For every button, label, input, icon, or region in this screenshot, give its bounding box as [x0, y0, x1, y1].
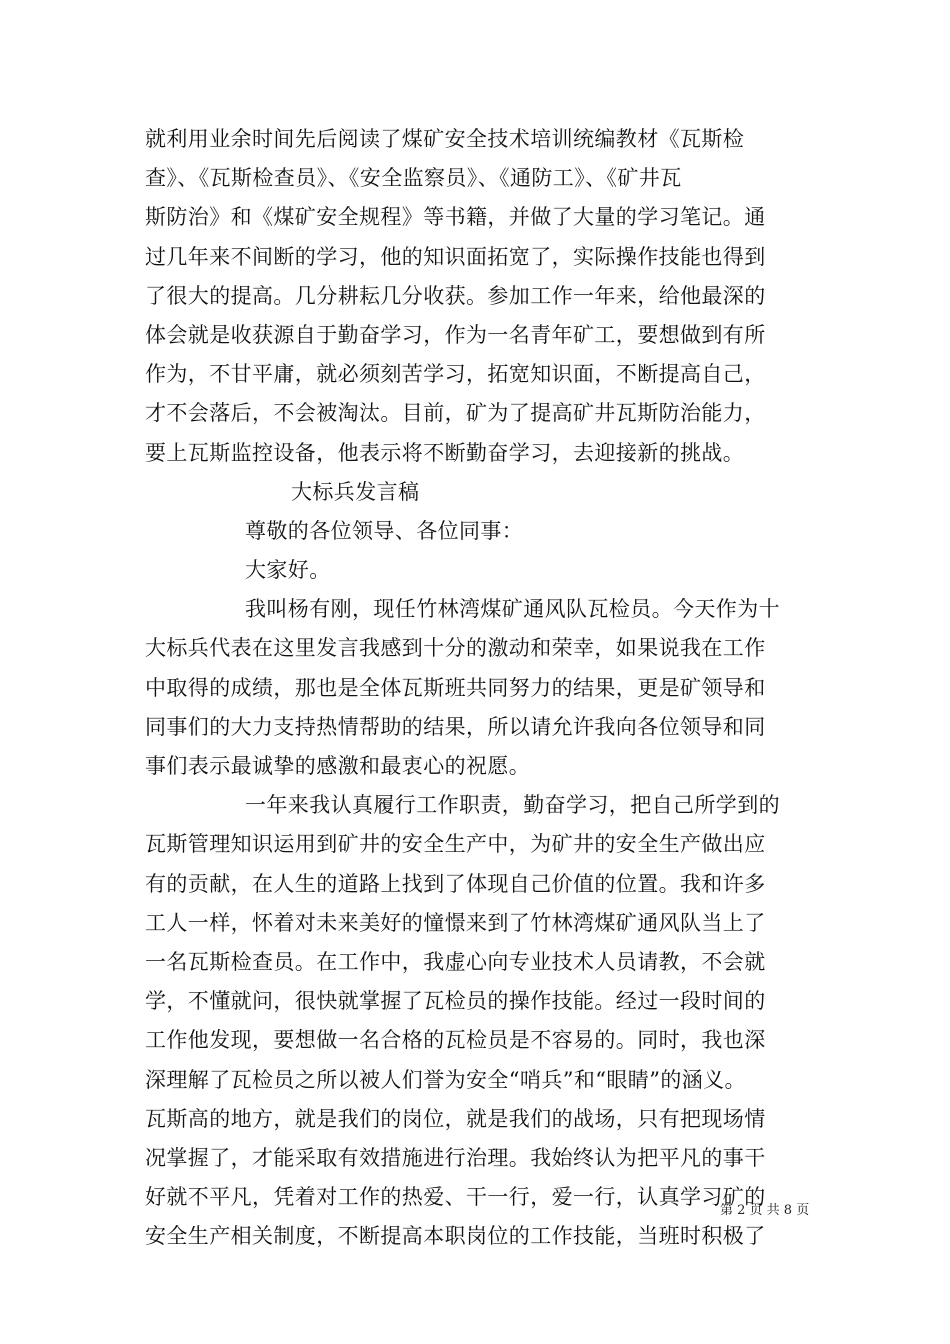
text-line: 一名瓦斯检查员。在工作中，我虚心向专业技术人员请教，不会就 — [145, 949, 766, 974]
text-line: 查》、《瓦斯检查员》、《安全监察员》、《通防工》、《矿井瓦 — [145, 166, 682, 191]
salutation: 尊敬的各位领导、各位同事： — [245, 518, 524, 543]
text-line: 体会就是收获源自于勤奋学习，作为一名青年矿工，要想做到有所 — [145, 322, 766, 347]
text-line: 同事们的大力支持热情帮助的结果，所以请允许我向各位领导和同 — [145, 714, 766, 739]
page-number: 第 2 页 共 8 页 — [720, 1203, 810, 1218]
para2-first-line: 一年来我认真履行工作职责，勤奋学习，把自己所学到的 — [245, 793, 780, 818]
text-line: 深理解了瓦检员之所以被人们誉为安全“哨兵”和“眼睛”的涵义。 — [145, 1067, 746, 1092]
text-line: 瓦斯高的地方，就是我们的岗位，就是我们的战场，只有把现场情 — [145, 1106, 766, 1131]
text-line: 工人一样，怀着对未来美好的憧憬来到了竹林湾煤矿通风队当上了 — [145, 910, 766, 935]
text-line: 学，不懂就问，很快就掌握了瓦检员的操作技能。经过一段时间的 — [145, 989, 766, 1014]
para1-first-line: 我叫杨有刚，现任竹林湾煤矿通风队瓦检员。今天作为十 — [245, 597, 780, 622]
text-line: 了很大的提高。几分耕耘几分收获。参加工作一年来，给他最深的 — [145, 283, 766, 308]
text-line: 大标兵代表在这里发言我感到十分的激动和荣幸，如果说我在工作 — [145, 636, 766, 661]
text-line: 有的贡献，在人生的道路上找到了体现自己价值的位置。我和许多 — [145, 871, 766, 896]
text-line: 要上瓦斯监控设备，他表示将不断勤奋学习，去迎接新的挑战。 — [145, 440, 745, 465]
text-line: 工作他发现，要想做一名合格的瓦检员是不容易的。同时，我也深 — [145, 1028, 766, 1053]
text-line: 过几年来不间断的学习，他的知识面拓宽了，实际操作技能也得到 — [145, 244, 766, 269]
intro-paragraph — [145, 120, 815, 1256]
text-line: 安全生产相关制度，不断提高本职岗位的工作技能，当班时积极了 — [145, 1224, 766, 1249]
text-line: 中取得的成绩，那也是全体瓦斯班共同努力的结果，更是矿领导和 — [145, 675, 766, 700]
text-line: 事们表示最诚挚的感激和最衷心的祝愿。 — [145, 754, 531, 778]
text-line: 斯防治》和《煤矿安全规程》等书籍，并做了大量的学习笔记。通 — [145, 205, 766, 230]
text-line: 才不会落后，不会被淘汰。目前，矿为了提高矿井瓦斯防治能力， — [145, 401, 766, 426]
greeting: 大家好。 — [245, 558, 331, 583]
speech-title: 大标兵发言稿 — [291, 479, 420, 504]
text-line: 瓦斯管理知识运用到矿井的安全生产中，为矿井的安全生产做出应 — [145, 832, 766, 857]
text-line: 就利用业余时间先后阅读了煤矿安全技术培训统编教材《瓦斯检 — [145, 127, 745, 151]
text-line: 好就不平凡，凭着对工作的热爱、干一行，爱一行，认真学习矿的 — [145, 1185, 766, 1210]
text-line: 作为，不甘平庸，就必须刻苦学习，拓宽知识面，不断提高自己， — [145, 362, 766, 387]
text-line: 况掌握了，才能采取有效措施进行治理。我始终认为把平凡的事干 — [145, 1145, 766, 1170]
